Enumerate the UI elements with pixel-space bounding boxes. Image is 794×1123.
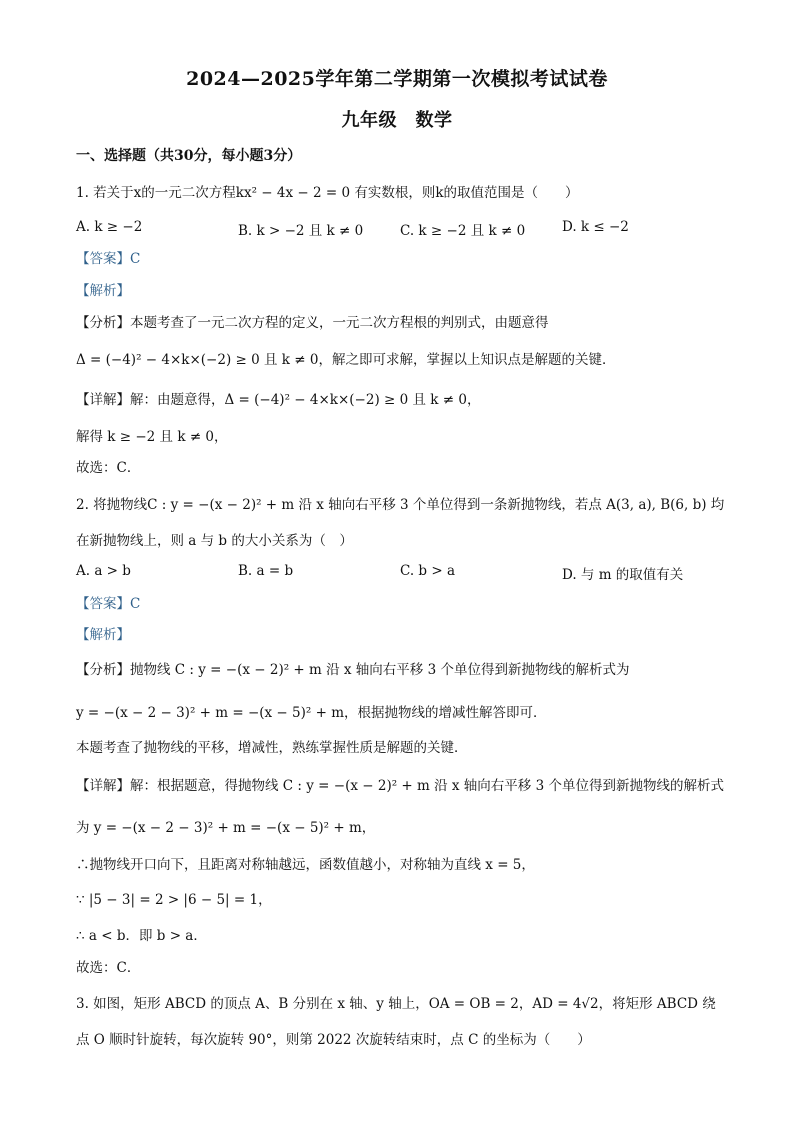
q3-stem-line-1: 3. 如图，矩形 ABCD 的顶点 A、B 分别在 x 轴、y 轴上，OA = OB = 2，AD = 4√2，将矩形 ABCD 绕 [76,996,716,1012]
q1-option-d: D. k ≤ −2 [562,219,629,235]
q3-stem-line-2: 点 O 顺时针旋转，每次旋转 90°，则第 2022 次旋转结束时，点 C 的坐标为（ ） [76,1032,591,1048]
q2-detail-line-3: ∴抛物线开口向下，且距离对称轴越远，函数值越小，对称轴为直线 x = 5， [76,857,535,873]
q2-analysis-line-1: 【分析】抛物线 C : y = −(x − 2)² + m 沿 x 轴向右平移 3 个单位得到新抛物线的解析式为 [76,662,630,678]
q1-option-a: A. k ≥ −2 [76,219,143,235]
q2-stem-line-1: 2. 将抛物线C : y = −(x − 2)² + m 沿 x 轴向右平移 3 个单位得到一条新抛物线，若点 A(3, a), B(6, b) 均 [76,497,725,513]
q2-analysis-line-2: y = −(x − 2 − 3)² + m = −(x − 5)² + m，根据抛物线的增减性解答即可． [76,705,547,721]
q2-detail-line-6: 故选：C． [76,960,141,976]
section-heading: 一、选择题（共30分，每小题3分） [76,148,302,164]
q2-detail-line-2: 为 y = −(x − 2 − 3)² + m = −(x − 5)² + m， [76,820,376,836]
q1-analysis-line-1: 【分析】本题考查了一元二次方程的定义，一元二次方程根的判别式，由题意得 [76,315,549,331]
q2-answer: 【答案】C [76,596,141,612]
q1-option-b: B. k > −2 且 k ≠ 0 [238,223,364,239]
q2-stem-line-2: 在新抛物线上，则 a 与 b 的大小关系为（ ） [76,533,353,549]
q2-detail-line-1: 【详解】解：根据题意，得抛物线 C : y = −(x − 2)² + m 沿 x 轴向右平移 3 个单位得到新抛物线的解析式 [76,778,724,794]
q1-stem: 1. 若关于x的一元二次方程kx² − 4x − 2 = 0 有实数根，则k的取值范围是（ ） [76,185,579,201]
q1-option-c: C. k ≥ −2 且 k ≠ 0 [400,223,526,239]
q1-analysis-line-2: Δ = (−4)² − 4×k×(−2) ≥ 0 且 k ≠ 0，解之即可求解，掌握以上知识点是解题的关键． [76,352,616,368]
q2-option-b: B. a = b [238,563,294,579]
q2-option-c: C. b > a [400,563,456,579]
q1-detail-line-2: 解得 k ≥ −2 且 k ≠ 0， [76,429,228,445]
q1-analysis-label: 【解析】 [76,283,130,299]
exam-subtitle: 九年级 数学 [341,110,453,131]
q1-detail-line-1: 【详解】解：由题意得，Δ = (−4)² − 4×k×(−2) ≥ 0 且 k ≠ 0， [76,392,481,408]
q1-detail-line-3: 故选：C． [76,460,141,476]
q2-detail-line-5: ∴ a < b．即 b > a． [76,928,207,944]
exam-title: 2024—2025学年第二学期第一次模拟考试试卷 [186,68,608,90]
q2-analysis-label: 【解析】 [76,627,130,643]
q2-option-d: D. 与 m 的取值有关 [562,567,684,583]
q2-option-a: A. a > b [76,563,131,579]
q2-analysis-line-3: 本题考查了抛物线的平移，增减性，熟练掌握性质是解题的关键． [76,740,468,756]
q1-answer: 【答案】C [76,251,141,267]
q2-detail-line-4: ∵ |5 − 3| = 2 > |6 − 5| = 1， [76,892,272,908]
